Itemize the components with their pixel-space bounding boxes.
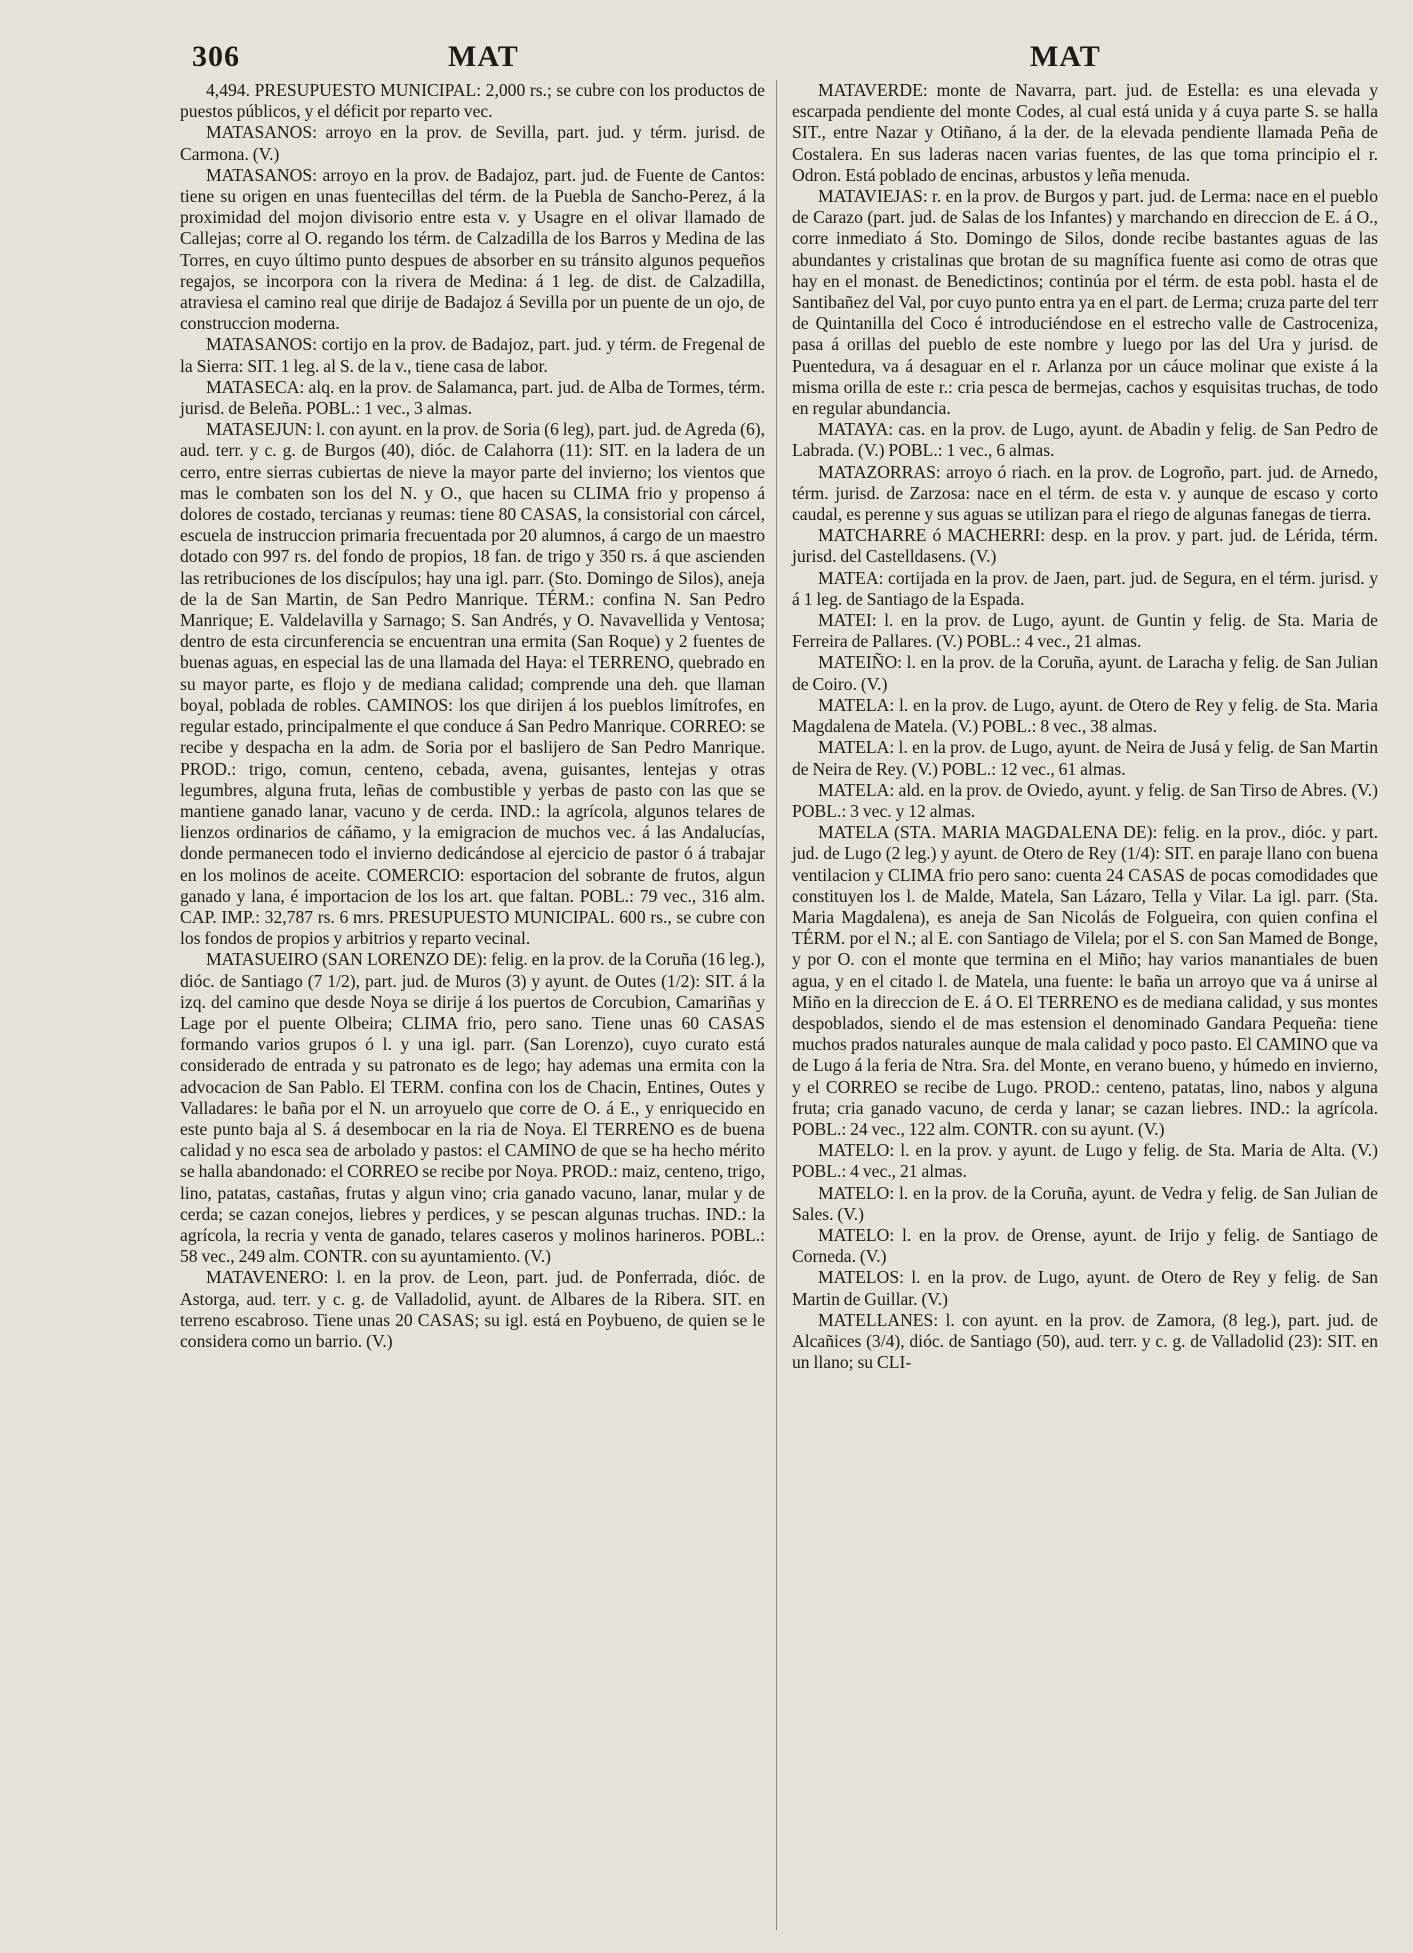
entry-paragraph: MATASEJUN: l. con ayunt. en la prov. de Soria (6 leg), part. jud. de Agreda (6), aud. terr. y c. g. de Burgos (40), dióc. de Calahorra (11): SIT. en la ladera de un cerro, entre sierras cubiertas de nieve la mayor parte del invierno; los vientos que mas le combaten son los del N. y O., que hacen su CLIMA frio y propenso á dolores de costado, tercianas y reumas: tiene 80 CASAS, la consistorial con cárcel, escuela de instruccion primaria frecuentada por 20 alumnos, á cargo de un maestro dotado con 997 rs. del fondo de propios, 18 fan. de trigo y 350 rs. á que ascienden las retribuciones de los discípulos; hay una igl. parr. (Sto. Domingo de Silos), aneja de la de San Martin, de San Pedro Manrique. TÉRM.: confina N. San Pedro Manrique; E. Valdelavilla y Sarnago; S. San Andrés, y O. Navavellida y Ventosa; dentro de esta circunferencia se encuentran una ermita (San Roque) y 2 fuentes de buenas aguas, en especial las de una llamada del Haya: el TERRENO, quebrado en su mayor parte, es flojo y de mediana calidad; comprende una deh. que llaman boyal, poblada de robles. CAMINOS: los que dirijen á los pueblos limítrofes, en regular estado, principalmente el que conduce á San Pedro Manrique. CORREO: se recibe y despacha en la adm. de Soria por el baslijero de San Pedro Manrique. PROD.: trigo, comun, centeno, cebada, avena, guisantes, lentejas y otras legumbres, alguna fruta, leñas de combustible y yerbas de pasto con las que se mantiene ganado lanar, vacuno y de cerda. IND.: la agrícola, algunos telares de lienzos ordinarios de cáñamo, y la emigracion de muchos vec. á las Andalucías, donde permanecen todo el invierno dedicándose al ejercicio de pastor ó á trabajar en los molinos de aceite. COMERCIO: esportacion del sobrante de frutos, algun ganado y lana, é importacion de los los art. que faltan. POBL.: 79 vec., 316 alm. CAP. IMP.: 32,787 rs. 6 mrs. PRESUPUESTO MUNICIPAL. 600 rs., se cubre con los fondos de propios y arbitrios y reparto vecinal. <box>180 419 765 949</box>
left-column <box>180 80 765 1352</box>
entry-paragraph: MATASANOS: cortijo en la prov. de Badajoz, part. jud. y térm. de Fregenal de la Sierra: SIT. 1 leg. al S. de la v., tiene casa de labor. <box>180 334 765 376</box>
entry-paragraph: MATAVENERO: l. en la prov. de Leon, part. jud. de Ponferrada, dióc. de Astorga, aud. terr. y c. g. de Valladolid, ayunt. de Albares de la Ribera. SIT. en terreno escabroso. Tiene unas 20 CASAS; su igl. está en Poybueno, de quien se le considera como un barrio. (V.) <box>180 1267 765 1351</box>
entry-paragraph: MATAVIEJAS: r. en la prov. de Burgos y part. jud. de Lerma: nace en el pueblo de Carazo (part. jud. de Salas de los Infantes) y marchando en direccion de E. á O., corre inmediato á Sto. Domingo de Silos, donde recibe bastantes aguas de las abundantes y cristalinas que brotan de su magnífica fuente asi como de otras que hay en el monast. de Benedictinos; continúa por el térm. de esta pobl. hasta el de Santibañez del Val, por cuyo punto entra ya en el part. de Lerma; cruza parte del terr de Quintanilla del Coco é introduciéndose en el estrecho valle de Castroceniza, pasa á orillas del pueblo de este nombre y luego por las del Ura y jurisd. de Puentedura, va á desaguar en el r. Arlanza por un cáuce molinar que existe á la misma orilla de este r.: cria pesca de bermejas, cachos y esquisitas truchas, de todo en regular abundancia. <box>792 186 1378 419</box>
entry-paragraph: MATASANOS: arroyo en la prov. de Badajoz, part. jud. de Fuente de Cantos: tiene su origen en unas fuentecillas del térm. de la Puebla de Sancho-Perez, á la proximidad del mojon divisorio entre esta v. y Usagre en el olivar llamado de Callejas; corre al O. regando los térm. de Calzadilla de los Barros y Medina de las Torres, en cuyo último punto despues de absorber en su tránsito algunos pequeños regajos, se incorpora con la rivera de Medina: á 1 leg. de dist. de Calzadilla, atraviesa el camino real que dirije de Badajoz á Sevilla por un puente de un ojo, de construccion moderna. <box>180 164 765 334</box>
entry-paragraph: MATELA: ald. en la prov. de Oviedo, ayunt. y felig. de San Tirso de Abres. (V.) POBL.: 3 vec. y 12 almas. <box>792 779 1378 821</box>
entry-paragraph: MATEA: cortijada en la prov. de Jaen, part. jud. de Segura, en el térm. jurisd. y á 1 leg. de Santiago de la Espada. <box>792 567 1378 609</box>
entry-paragraph: MATEI: l. en la prov. de Lugo, ayunt. de Guntin y felig. de Sta. Maria de Ferreira de Pallares. (V.) POBL.: 4 vec., 21 almas. <box>792 610 1378 652</box>
entry-paragraph: MATASUEIRO (SAN LORENZO DE): felig. en la prov. de la Coruña (16 leg.), dióc. de Santiago (7 1/2), part. jud. de Muros (3) y ayunt. de Outes (1/2): SIT. á la izq. del camino que desde Noya se dirije á los puertos de Corcubion, Camariñas y Lage por el puente Olbeira; CLIMA frio, pero sano. Tiene unas 60 CASAS formando varios grupos ó l. y una igl. parr. (San Lorenzo), cuyo curato está considerado de entrada y su patronato es de lego; hay ademas una ermita con la advocacion de San Pablo. El TERM. confina con los de Chacin, Entines, Outes y Valladares: le baña por el N. un arroyuelo que corre de O. á E., y enriquecido en este punto baja al S. á desembocar en la ria de Noya. El TERRENO es de buena calidad y no esca sea de arbolado y pastos: el CAMINO de que se ha hecho mérito se halla abandonado: el CORREO se recibe por Noya. PROD.: maiz, centeno, trigo, lino, patatas, castañas, frutas y algun vino; cria ganado vacuno, lanar, mular y de cerda; se cazan conejos, liebres y perdices, y se pescan algunas truchas. IND.: la agrícola, la recria y venta de ganado, telares caseros y molinos harineros. POBL.: 58 vec., 249 alm. CONTR. con su ayuntamiento. (V.) <box>180 949 765 1267</box>
page-header <box>0 40 1413 80</box>
page-number: 306 <box>192 40 240 73</box>
entry-paragraph: MATAVERDE: monte de Navarra, part. jud. de Estella: es una elevada y escarpada pendiente del monte Codes, al cual está unida y á cuya parte S. se halla SIT., entre Nazar y Otiñano, á la der. de la elevada pendiente llamada Peña de Costalera. En sus laderas nacen varias fuentes, de las que toma principio el r. Odron. Está poblado de encinas, arbustos y leña menuda. <box>792 80 1378 185</box>
entry-paragraph: MATELA (STA. MARIA MAGDALENA DE): felig. en la prov., dióc. y part. jud. de Lugo (2 leg.) y ayunt. de Otero de Rey (1/4): SIT. en paraje llano con buena ventilacion y CLIMA frio pero sano: cuenta 24 CASAS de pocas comodidades que constituyen los l. de Malde, Matela, San Lázaro, Tella y Vilar. La igl. parr. (Sta. Maria Magdalena), es aneja de San Nicolás de Folgueira, con quien confina el TÉRM. por el N.; al E. con Santiago de Vilela; por el S. con San Mamed de Bonge, y por O. con el monte que termina en el Miño; hay varios manantiales de buen agua, y en el citado l. de Matela, una fuente: le baña un arroyo que va á unirse al Miño en la direccion de E. á O. El TERRENO es de mediana calidad, y sus montes despoblados, siendo el de mas estension el denominado Gandara Pequeña: tiene muchos prados naturales aunque de mala calidad y poco pasto. El CAMINO que va de Lugo á la feria de Ntra. Sra. del Monte, en verano bueno, y húmedo en invierno, y el CORREO se recibe de Lugo. PROD.: centeno, patatas, lino, nabos y alguna fruta; cria ganado vacuno, de cerda y lanar; se cazan liebres. IND.: la agrícola. POBL.: 24 vec., 122 alm. CONTR. con su ayunt. (V.) <box>792 822 1378 1139</box>
entry-paragraph: 4,494. PRESUPUESTO MUNICIPAL: 2,000 rs.; se cubre con los productos de puestos públicos, y el déficit por reparto vec. <box>180 80 765 122</box>
entry-paragraph: MATAZORRAS: arroyo ó riach. en la prov. de Logroño, part. jud. de Arnedo, térm. jurisd. de Zarzosa: nace en el térm. de esta v. y aunque de escaso y corto caudal, es perenne y sus aguas se utilizan para el riego de algunas fanegas de tierra. <box>792 461 1378 525</box>
entry-paragraph: MATASECA: alq. en la prov. de Salamanca, part. jud. de Alba de Tormes, térm. jurisd. de Beleña. POBL.: 1 vec., 3 almas. <box>180 376 765 419</box>
entry-paragraph: MATELO: l. en la prov. y ayunt. de Lugo y felig. de Sta. Maria de Alta. (V.) POBL.: 4 vec., 21 almas. <box>792 1140 1378 1182</box>
column-divider <box>776 80 777 1930</box>
entry-paragraph: MATELOS: l. en la prov. de Lugo, ayunt. de Otero de Rey y felig. de San Martin de Guillar. (V.) <box>792 1267 1378 1309</box>
entry-paragraph: MATELA: l. en la prov. de Lugo, ayunt. de Otero de Rey y felig. de Sta. Maria Magdalena de Matela. (V.) POBL.: 8 vec., 38 almas. <box>792 694 1378 737</box>
right-running-head: MAT <box>1030 40 1101 73</box>
right-column <box>792 80 1378 1373</box>
left-running-head: MAT <box>448 40 519 73</box>
entry-paragraph: MATELA: l. en la prov. de Lugo, ayunt. de Neira de Jusá y felig. de San Martin de Neira de Rey. (V.) POBL.: 12 vec., 61 almas. <box>792 737 1378 779</box>
entry-paragraph: MATAYA: cas. en la prov. de Lugo, ayunt. de Abadin y felig. de San Pedro de Labrada. (V.) POBL.: 1 vec., 6 almas. <box>792 419 1378 461</box>
entry-paragraph: MATELO: l. en la prov. de la Coruña, ayunt. de Vedra y felig. de San Julian de Sales. (V.) <box>792 1182 1378 1224</box>
entry-paragraph: MATELO: l. en la prov. de Orense, ayunt. de Irijo y felig. de Santiago de Corneda. (V.) <box>792 1224 1378 1267</box>
entry-paragraph: MATASANOS: arroyo en la prov. de Sevilla, part. jud. y térm. jurisd. de Carmona. (V.) <box>180 122 765 164</box>
entry-paragraph: MATCHARRE ó MACHERRI: desp. en la prov. y part. jud. de Lérida, térm. jurisd. del Castelldasens. (V.) <box>792 525 1378 567</box>
entry-paragraph: MATEIÑO: l. en la prov. de la Coruña, ayunt. de Laracha y felig. de San Julian de Coiro. (V.) <box>792 652 1378 694</box>
entry-paragraph: MATELLANES: l. con ayunt. en la prov. de Zamora, (8 leg.), part. jud. de Alcañices (3/4), dióc. de Santiago (50), aud. terr. y c. g. de Valladolid (23): SIT. en un llano; su CLI- <box>792 1309 1378 1373</box>
